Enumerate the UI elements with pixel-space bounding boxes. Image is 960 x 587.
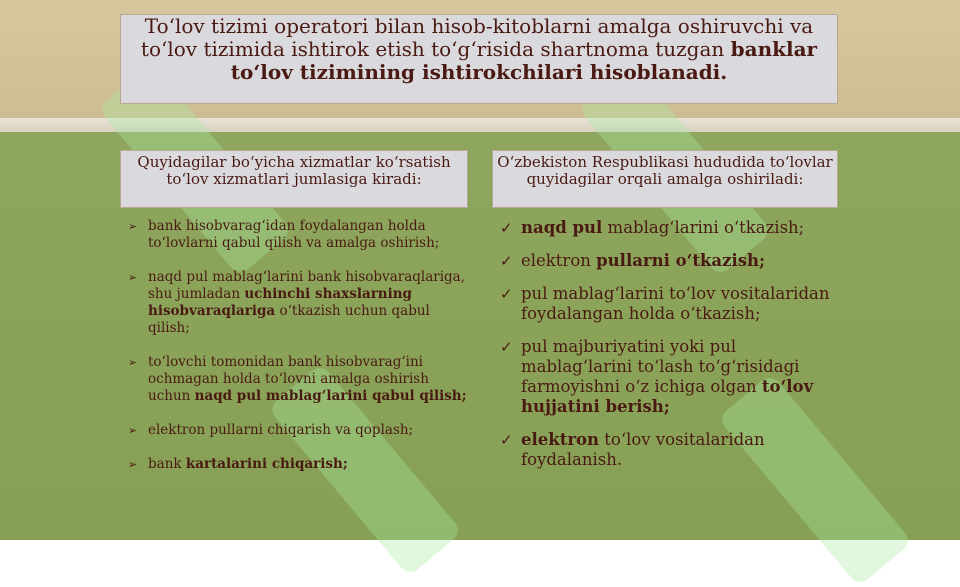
arrow-bullet-icon: ➢ <box>128 458 138 471</box>
arrow-bullet-icon: ➢ <box>128 220 138 233</box>
item-text: to‘lovchi tomonidan bank hisobvarag‘ini ochmagan holda to‘lovni amalga oshirish uchun <box>148 354 429 404</box>
list-item <box>128 354 468 405</box>
checkmark-icon: ✓ <box>500 285 513 303</box>
item-text: mablag‘larini o‘tkazish; <box>602 218 805 237</box>
item-bold: naqd pul mablag‘larini qabul qilish; <box>194 388 467 404</box>
arrow-bullet-icon: ➢ <box>128 271 138 284</box>
item-text: o‘tkazish uchun qabul qilish; <box>148 303 430 336</box>
list-item <box>128 269 468 337</box>
list-item <box>500 337 840 417</box>
title-box <box>120 14 838 104</box>
item-text: pul majburiyatini yoki pul mablag‘larini to‘lash to‘g‘risidagi farmoyishni o‘z ichiga olgan <box>521 337 800 396</box>
item-text: elektron <box>521 251 597 270</box>
checkmark-icon: ✓ <box>500 338 513 356</box>
item-bold: uchinchi shaxslarning hisobvaraqlariga <box>148 286 412 319</box>
left-header-text: Quyidagilar bo‘yicha xizmatlar ko‘rsatish to‘lov xizmatlari jumlasiga kiradi: <box>137 153 451 188</box>
item-text: bank <box>148 456 186 472</box>
page-title <box>121 15 837 84</box>
right-list <box>500 218 840 483</box>
item-text: naqd pul mablag‘larini bank hisobvaraqlariga, shu jumladan <box>148 269 465 302</box>
item-text: to‘lov vositalaridan foydalanish. <box>521 430 765 469</box>
item-bold: elektron <box>521 430 600 449</box>
item-text: bank hisobvarag‘idan foydalangan holda to‘lovlarni qabul qilish va amalga oshirish; <box>148 218 440 251</box>
item-bold: kartalarini chiqarish; <box>185 456 348 472</box>
item-bold: pullarni o‘tkazish; <box>596 251 766 270</box>
checkmark-icon: ✓ <box>500 219 513 237</box>
checkmark-icon: ✓ <box>500 252 513 270</box>
list-item <box>128 422 468 439</box>
checkmark-icon: ✓ <box>500 431 513 449</box>
list-item <box>500 251 840 271</box>
arrow-bullet-icon: ➢ <box>128 424 138 437</box>
left-header <box>120 150 468 208</box>
title-text: To‘lov tizimi operatori bilan hisob-kitoblarni amalga oshiruvchi va to‘lov tizimida ishtirok etish to‘g‘risida shartnoma tuzgan <box>140 14 814 61</box>
list-item <box>128 456 468 473</box>
item-text: pul mablag‘larini to‘lov vositalaridan foydalangan holda o‘tkazish; <box>521 284 830 323</box>
item-text: elektron pullarni chiqarish va qoplash; <box>148 422 414 438</box>
right-header-text: O‘zbekiston Respublikasi hududida to‘lovlar quyidagilar orqali amalga oshiriladi: <box>497 153 833 188</box>
list-item <box>500 284 840 324</box>
list-item <box>500 430 840 470</box>
item-bold: to‘lov hujjatini berish; <box>521 377 814 416</box>
list-item <box>128 218 468 252</box>
left-list <box>128 218 468 490</box>
arrow-bullet-icon: ➢ <box>128 356 138 369</box>
right-header <box>492 150 838 208</box>
item-bold: naqd pul <box>521 218 603 237</box>
list-item <box>500 218 840 238</box>
title-bold-text: banklar to‘lov tizimining ishtirokchilari hisoblanadi. <box>230 37 818 84</box>
